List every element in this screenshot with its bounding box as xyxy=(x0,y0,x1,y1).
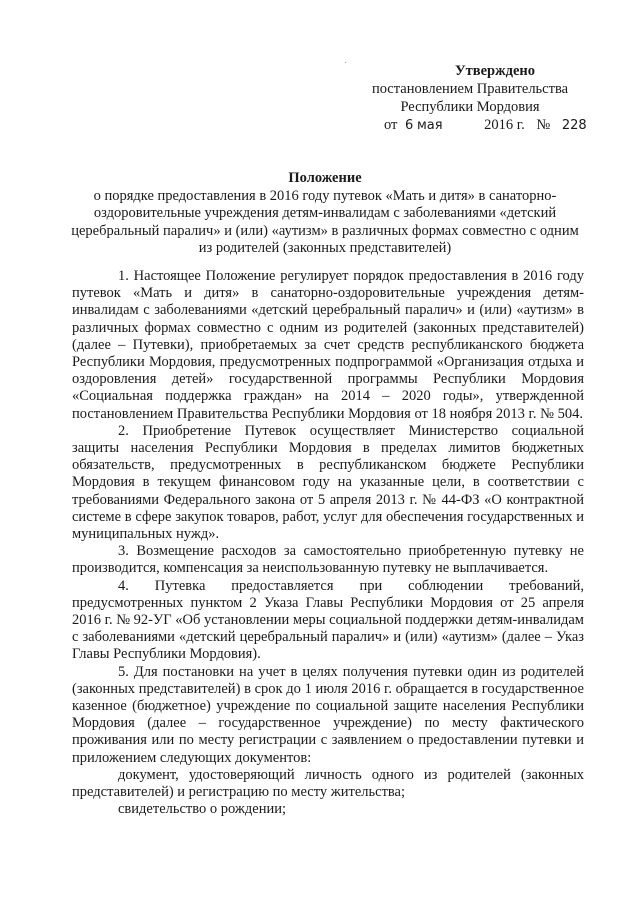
title-heading: Положение xyxy=(288,170,362,186)
document-title xyxy=(70,170,580,258)
scan-speck: · xyxy=(344,58,348,69)
paragraph-3: 3. Возмещение расходов за самостоятельно приобретенную путевку не производится, компенсация за неиспользованную путевку не выплачивается. xyxy=(72,543,584,577)
paragraph-1: 1. Настоящее Положение регулирует порядок предоставления в 2016 году путевок «Мать и дитя» в санаторно-оздоровительные учреждения детям-инвалидам с заболеваниями «детский церебральный паралич» и (или) «аутизм» в различных формах совместно с одним из родителей (законных представителей) (далее – Путевки), приобретаемых за счет средств республиканского бюджета Республики Мордовия, предусмотренных подпрограммой «Организация отдыха и оздоровления детей» государственной программы Республики Мордовия «Социальная поддержка граждан» на 2014 – 2020 годы», утвержденной постановлением Правительства Республики Мордовия от 18 ноября 2013 г. № 504. xyxy=(72,268,584,422)
paragraph-4: 4. Путевка предоставляется при соблюдении требований, предусмотренных пунктом 2 Указа Главы Республики Мордовия от 25 апреля 2016 г. № 92-УГ «Об установлении меры социальной поддержки детям-инвалидам с заболеваниями «детский церебральный паралич» и (или) «аутизм» (далее – Указ Главы Республики Мордовия). xyxy=(72,577,584,663)
decree-number: 228 xyxy=(561,118,587,133)
list-item-document: документ, удостоверяющий личность одного из родителей (законных представителей) и регистрацию по месту жительства; xyxy=(72,766,584,801)
list-item-birth-certificate: свидетельство о рождении; xyxy=(118,801,287,818)
approval-stamp xyxy=(370,62,587,135)
date-prefix: от xyxy=(384,117,398,133)
number-sign: № xyxy=(536,117,551,133)
title-subtitle: о порядке предоставления в 2016 году путевок «Мать и дитя» в санаторно-оздоровительные учреждения детям-инвалидам с заболеваниями «детский церебральный паралич» и (или) «аутизм» в различных формах совместно с одним из родителей (законных представителей) xyxy=(71,187,579,256)
date-month: мая xyxy=(416,118,443,133)
approval-line-2: Республики Мордовия xyxy=(400,99,540,115)
date-year: 2016 г. xyxy=(484,117,525,133)
document-body xyxy=(72,268,584,819)
approval-date-number xyxy=(370,116,587,135)
approval-line-1: постановлением Правительства xyxy=(371,81,569,97)
paragraph-5: 5. Для постановки на учет в целях получения путевки один из родителей (законных представителей) в срок до 1 июля 2016 г. обращается в государственное казенное (бюджетное) учреждение по социальной защите населения Республики Мордовия (далее – государственное учреждение) по месту фактического проживания или по месту регистрации с заявлением о предоставлении путевки и приложением следующих документов: xyxy=(72,663,584,766)
approval-title: Утверждено xyxy=(455,63,535,79)
paragraph-2: 2. Приобретение Путевок осуществляет Министерство социальной защиты населения Республики Мордовия в пределах лимитов бюджетных обязательств, предусмотренных в республиканском бюджете Республики Мордовия в текущем финансовом году на указанные цели, в соответствии с требованиями Федерального закона от 5 апреля 2013 г. № 44-ФЗ «О контрактной системе в сфере закупок товаров, работ, услуг для обеспечения государственных и муниципальных нужд». xyxy=(72,422,584,543)
date-day: 6 xyxy=(405,118,414,133)
